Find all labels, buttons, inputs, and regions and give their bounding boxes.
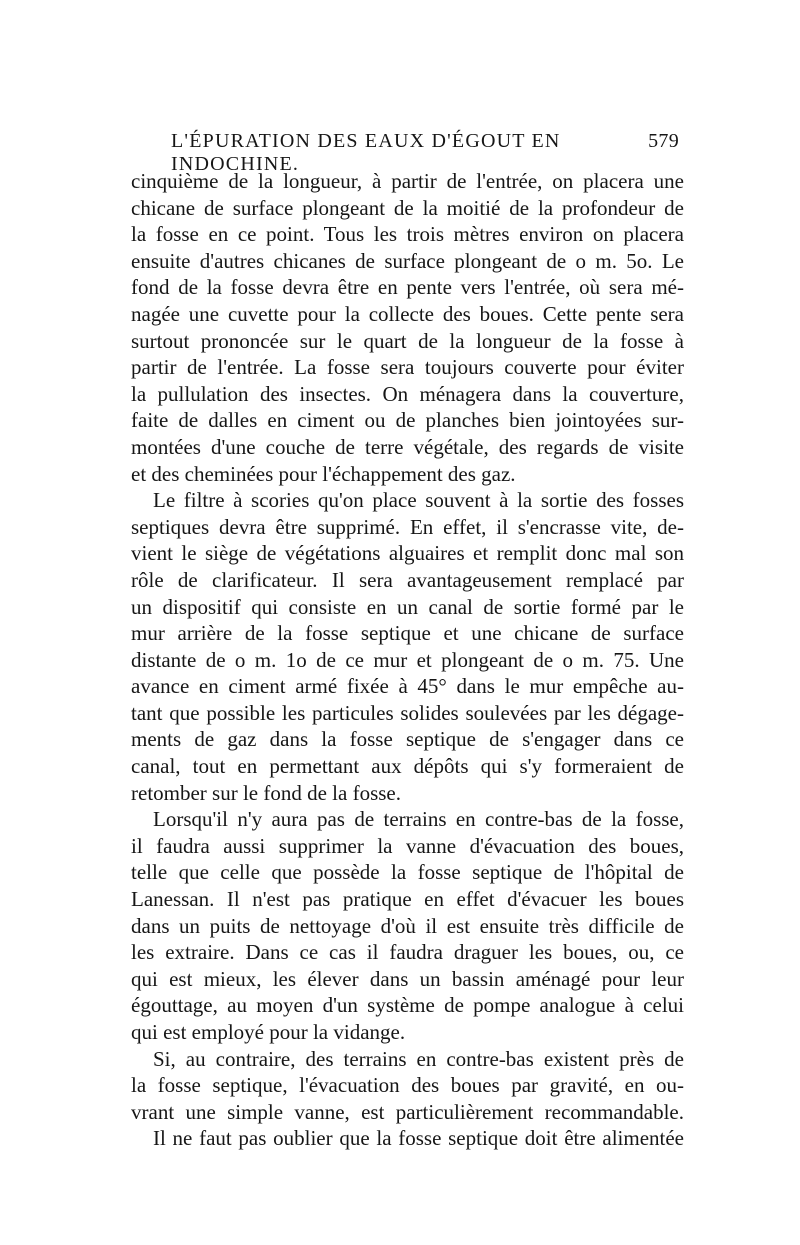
text-line: retomber sur le fond de la fosse. xyxy=(131,780,401,805)
text-line: égouttage, au moyen d'un système de pompe analogue à celui xyxy=(131,993,684,1018)
text-line: et des cheminées pour l'échappement des gaz. xyxy=(131,461,516,486)
body-text xyxy=(131,168,684,1152)
text-line: nagée une cuvette pour la collecte des boues. Cette pente sera xyxy=(131,301,684,326)
text-line: mur arrière de la fosse septique et une chicane de surface xyxy=(131,621,684,646)
text-line: ensuite d'autres chicanes de surface plongeant de o m. 5o. Le xyxy=(131,248,684,273)
text-line: septiques devra être supprimé. En effet, il s'encrasse vite, de- xyxy=(131,514,684,539)
text-line: Le filtre à scories qu'on place souvent à la sortie des fosses xyxy=(153,488,684,513)
text-line: faite de dalles en ciment ou de planches bien jointoyées sur- xyxy=(131,408,684,433)
text-line: la pullulation des insectes. On ménagera dans la couverture, xyxy=(131,381,684,406)
text-line: qui est employé pour la vidange. xyxy=(131,1020,406,1044)
text-line: rôle de clarificateur. Il sera avantageusement remplacé par xyxy=(131,567,684,592)
text-line: surtout prononcée sur le quart de la longueur de la fosse à xyxy=(131,328,684,353)
text-line: un dispositif qui consiste en un canal de sortie formé par le xyxy=(131,594,684,619)
text-line: il faudra aussi supprimer la vanne d'évacuation des boues, xyxy=(131,833,684,858)
text-line: ments de gaz dans la fosse septique de s'engager dans ce xyxy=(131,727,684,752)
text-line: Lorsqu'il n'y aura pas de terrains en contre-bas de la fosse, xyxy=(153,807,684,832)
text-line: chicane de surface plongeant de la moitié de la profondeur de xyxy=(131,195,684,220)
text-line: vrant une simple vanne, est particulièrement recommandable. xyxy=(131,1099,684,1124)
running-title: L'ÉPURATION DES EAUX D'ÉGOUT EN INDOCHINE. xyxy=(171,130,561,175)
text-line: cinquième de la longueur, à partir de l'entrée, on placera une xyxy=(131,169,684,193)
text-line: montées d'une couche de terre végétale, des regards de visite xyxy=(131,434,684,459)
text-line: distante de o m. 1o de ce mur et plongeant de o m. 75. Une xyxy=(131,647,684,672)
text-line: les extraire. Dans ce cas il faudra draguer les boues, ou, ce xyxy=(131,940,684,965)
text-line: telle que celle que possède la fosse septique de l'hôpital de xyxy=(131,860,684,885)
text-line: tant que possible les particules solides soulevées par les dégage- xyxy=(131,700,684,725)
text-line: Si, au contraire, des terrains en contre-bas existent près de xyxy=(153,1046,684,1071)
text-line: canal, tout en permettant aux dépôts qui s'y formeraient de xyxy=(131,754,684,779)
page-number: 579 xyxy=(648,130,679,152)
text-line: vient le siège de végétations alguaires et remplit donc mal son xyxy=(131,541,684,566)
text-line: Il ne faut pas oublier que la fosse septique doit être alimentée xyxy=(153,1126,684,1151)
text-line: qui est mieux, les élever dans un bassin aménagé pour leur xyxy=(131,966,684,991)
text-line: la fosse septique, l'évacuation des boues par gravité, en ou- xyxy=(131,1073,684,1098)
text-line: fond de la fosse devra être en pente vers l'entrée, où sera mé- xyxy=(131,275,684,300)
text-line: partir de l'entrée. La fosse sera toujours couverte pour éviter xyxy=(131,355,684,380)
text-line: Lanessan. Il n'est pas pratique en effet d'évacuer les boues xyxy=(131,887,684,912)
text-line: la fosse en ce point. Tous les trois mètres environ on placera xyxy=(131,222,684,247)
text-line: avance en ciment armé fixée à 45° dans le mur empêche au- xyxy=(131,674,684,699)
text-line: dans un puits de nettoyage d'où il est ensuite très difficile de xyxy=(131,913,684,938)
